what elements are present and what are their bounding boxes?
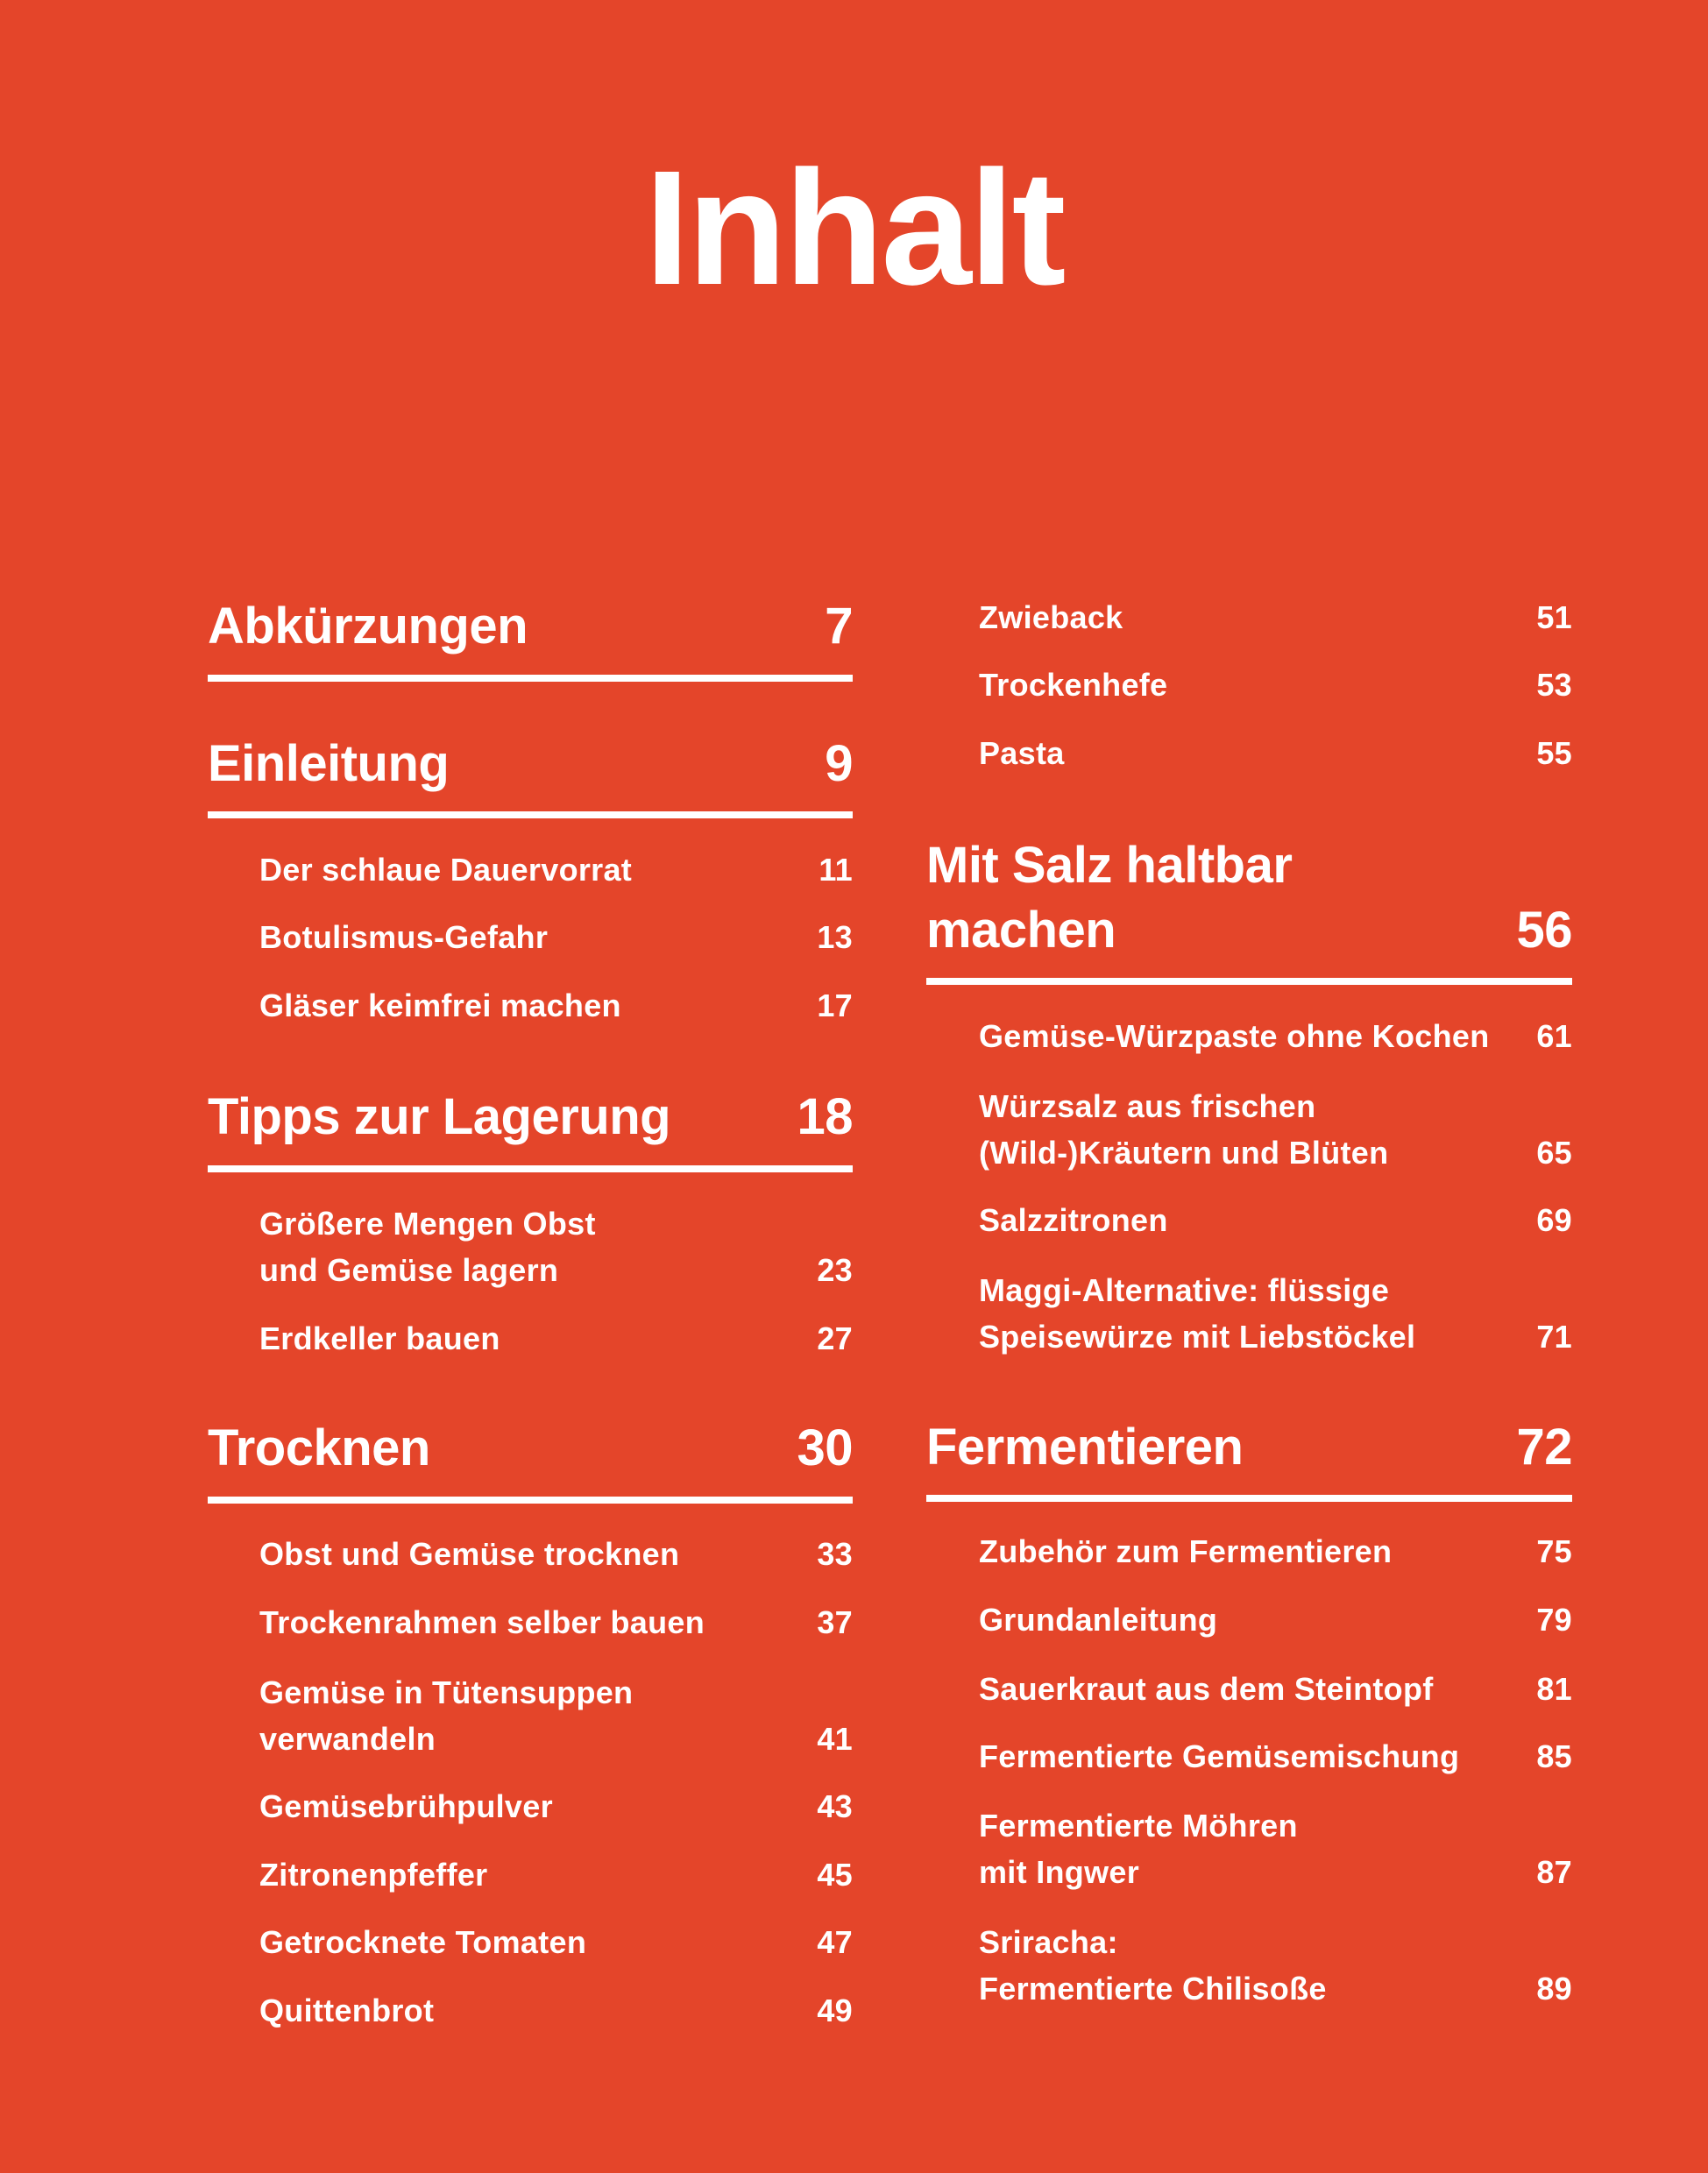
toc-entry-title-line: Maggi-Alternative: flüssige	[979, 1271, 1390, 1308]
toc-entry-title-line: Fermentierte Chilisoße	[979, 1970, 1327, 2007]
toc-item[interactable]	[979, 1013, 1572, 1059]
toc-entry-title	[259, 1669, 633, 1762]
toc-item[interactable]	[259, 1669, 853, 1762]
toc-page-number: 87	[1536, 1853, 1572, 1890]
toc-page-number: 33	[817, 1535, 853, 1572]
toc-entry-title	[259, 1987, 434, 2034]
toc-item[interactable]	[259, 1599, 853, 1646]
toc-page-number: 27	[817, 1320, 853, 1356]
toc-entry-title	[926, 833, 1292, 963]
toc-entry-title	[979, 1267, 1415, 1360]
toc-page-number: 43	[817, 1787, 853, 1824]
chapter-divider	[208, 1497, 853, 1504]
toc-entry-title-line: Trockenrahmen selber bauen	[259, 1603, 705, 1640]
toc-page-number: 53	[1536, 666, 1572, 703]
toc-page-number: 41	[817, 1720, 853, 1757]
toc-entry-title	[979, 662, 1167, 708]
toc-page-number: 37	[817, 1603, 853, 1640]
toc-entry-title-line: Sauerkraut aus dem Steintopf	[979, 1670, 1434, 1707]
toc-entry-title	[979, 1013, 1489, 1059]
toc-entry-title	[979, 1083, 1388, 1176]
toc-entry-title	[208, 732, 449, 796]
toc-page-number: 47	[817, 1923, 853, 1960]
toc-chapter[interactable]	[926, 833, 1572, 963]
toc-item[interactable]	[259, 1987, 853, 2034]
toc-entry-title-line: Gemüse-Würzpaste ohne Kochen	[979, 1017, 1490, 1054]
toc-entry-title	[979, 594, 1123, 641]
chapter-divider	[208, 1165, 853, 1172]
chapter-divider	[926, 978, 1572, 985]
toc-page-number: 55	[1536, 734, 1572, 771]
toc-chapter[interactable]	[208, 732, 853, 796]
toc-entry-title	[979, 1802, 1298, 1895]
toc-chapter[interactable]	[926, 1415, 1572, 1480]
toc-entry-title	[259, 1531, 679, 1577]
toc-item[interactable]	[979, 1919, 1572, 2012]
toc-page-number: 89	[1536, 1970, 1572, 2007]
toc-entry-title-line: Fermentierte Möhren	[979, 1807, 1298, 1844]
toc-item[interactable]	[259, 982, 853, 1029]
toc-entry-title-line: Erdkeller bauen	[259, 1320, 500, 1356]
toc-page-number: 72	[1516, 1419, 1572, 1476]
toc-entry-title	[259, 1200, 596, 1293]
toc-item[interactable]	[979, 1802, 1572, 1895]
toc-entry-title	[979, 1197, 1168, 1243]
toc-page-number: 23	[817, 1251, 853, 1288]
toc-page-number: 56	[1516, 902, 1572, 959]
toc-entry-title	[979, 730, 1065, 776]
toc-item[interactable]	[979, 594, 1572, 641]
toc-chapter[interactable]	[208, 1416, 853, 1481]
toc-item[interactable]	[259, 1315, 853, 1362]
toc-entry-title	[208, 1416, 430, 1481]
toc-entry-title	[979, 1733, 1459, 1780]
toc-page-number: 17	[817, 987, 853, 1023]
toc-page-number: 45	[817, 1856, 853, 1893]
toc-entry-title	[259, 1315, 500, 1362]
toc-entry-title-line: Getrocknete Tomaten	[259, 1923, 587, 1960]
toc-entry-title	[979, 1666, 1434, 1712]
toc-item[interactable]	[979, 1267, 1572, 1360]
toc-entry-title-line: Obst und Gemüse trocknen	[259, 1535, 680, 1572]
toc-page-number: 69	[1536, 1201, 1572, 1238]
toc-entry-title-line: Trockenhefe	[979, 666, 1168, 703]
toc-item[interactable]	[979, 1666, 1572, 1712]
toc-entry-title	[259, 846, 632, 893]
toc-entry-title-line: Gemüsebrühpulver	[259, 1787, 553, 1824]
toc-entry-title-line: Würzsalz aus frischen	[979, 1087, 1316, 1124]
toc-entry-title	[259, 914, 548, 960]
toc-chapter[interactable]	[208, 1085, 853, 1150]
toc-entry-title	[208, 594, 528, 659]
toc-entry-title	[259, 1851, 488, 1898]
toc-entry-title-line: Fermentierte Gemüsemischung	[979, 1738, 1460, 1774]
toc-entry-title-line: Speisewürze mit Liebstöckel	[979, 1318, 1416, 1355]
toc-item[interactable]	[259, 1531, 853, 1577]
toc-entry-title-line: Botulismus-Gefahr	[259, 918, 549, 955]
toc-entry-title-line: (Wild-)Kräutern und Blüten	[979, 1134, 1389, 1171]
toc-item[interactable]	[979, 1083, 1572, 1176]
toc-page-number: 9	[825, 735, 853, 792]
toc-page-number: 75	[1536, 1532, 1572, 1569]
toc-entry-title	[259, 1599, 705, 1646]
toc-entry-title-line: Quittenbrot	[259, 1992, 435, 2028]
toc-page-number: 18	[797, 1088, 853, 1145]
toc-entry-title	[259, 1919, 586, 1965]
toc-item[interactable]	[259, 914, 853, 960]
toc-item[interactable]	[979, 1528, 1572, 1575]
toc-item[interactable]	[979, 662, 1572, 708]
toc-page-number: 71	[1536, 1318, 1572, 1355]
toc-entry-title	[979, 1919, 1327, 2012]
toc-page-number: 51	[1536, 598, 1572, 635]
toc-entry-title-line: Trocknen	[208, 1419, 430, 1476]
toc-entry-title-line: Zwieback	[979, 598, 1123, 635]
toc-entry-title-line: Tipps zur Lagerung	[208, 1088, 671, 1145]
toc-page-number: 81	[1536, 1670, 1572, 1707]
toc-item[interactable]	[259, 1851, 853, 1898]
toc-page-number: 61	[1536, 1017, 1572, 1054]
toc-entry-title-line: mit Ingwer	[979, 1853, 1140, 1890]
toc-item[interactable]	[979, 1596, 1572, 1643]
toc-page-number: 65	[1536, 1134, 1572, 1171]
toc-entry-title-line: verwandeln	[259, 1720, 436, 1757]
toc-entry-title-line: Gemüse in Tütensuppen	[259, 1674, 634, 1710]
toc-entry-title-line: Fermentieren	[926, 1419, 1244, 1476]
toc-page-number: 79	[1536, 1601, 1572, 1638]
toc-entry-title-line: Gläser keimfrei machen	[259, 987, 621, 1023]
toc-entry-title-line: Salzzitronen	[979, 1201, 1168, 1238]
toc-entry-title	[259, 1783, 553, 1830]
toc-page-number: 85	[1536, 1738, 1572, 1774]
toc-entry-title	[926, 1415, 1243, 1480]
toc-entry-title-line: Zubehör zum Fermentieren	[979, 1532, 1393, 1569]
toc-entry-title-line: Mit Salz haltbar	[926, 837, 1293, 894]
toc-item[interactable]	[979, 1197, 1572, 1243]
toc-entry-title-line: machen	[926, 902, 1116, 959]
toc-item[interactable]	[979, 730, 1572, 776]
toc-entry-title-line: Grundanleitung	[979, 1601, 1218, 1638]
toc-entry-title-line: Sriracha:	[979, 1923, 1118, 1960]
toc-entry-title	[208, 1085, 670, 1150]
toc-chapter[interactable]	[208, 594, 853, 659]
toc-entry-title-line: Pasta	[979, 734, 1065, 771]
toc-page-number: 49	[817, 1992, 853, 2028]
toc-entry-title-line: Abkürzungen	[208, 598, 528, 655]
toc-entry-title	[979, 1596, 1217, 1643]
toc-item[interactable]	[259, 846, 853, 893]
toc-entry-title-line: Zitronenpfeffer	[259, 1856, 488, 1893]
toc-entry-title-line: Größere Mengen Obst	[259, 1205, 596, 1242]
toc-item[interactable]	[259, 1783, 853, 1830]
chapter-divider	[208, 811, 853, 818]
toc-entry-title-line: Der schlaue Dauervorrat	[259, 851, 633, 888]
page-title: Inhalt	[644, 138, 1064, 319]
toc-item[interactable]	[259, 1200, 853, 1293]
toc-entry-title	[979, 1528, 1392, 1575]
toc-entry-title	[259, 982, 621, 1029]
chapter-divider	[208, 675, 853, 682]
toc-item[interactable]	[979, 1733, 1572, 1780]
toc-page-number: 30	[797, 1419, 853, 1476]
chapter-divider	[926, 1495, 1572, 1502]
toc-page-number: 13	[817, 918, 853, 955]
toc-item[interactable]	[259, 1919, 853, 1965]
toc-page-number: 11	[819, 851, 853, 888]
toc-entry-title-line: und Gemüse lagern	[259, 1251, 559, 1288]
toc-page-number: 7	[825, 598, 853, 655]
toc-entry-title-line: Einleitung	[208, 735, 450, 792]
